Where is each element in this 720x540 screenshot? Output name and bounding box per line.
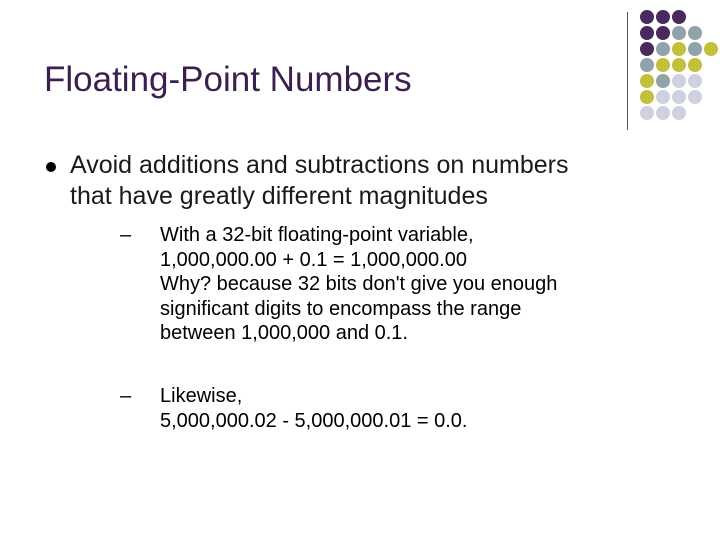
sub-bullet-line: With a 32-bit floating-point variable,: [160, 224, 474, 246]
decorative-dot: [656, 10, 670, 24]
dash-icon: –: [120, 385, 132, 407]
decorative-dot: [688, 90, 702, 104]
decorative-dot: [672, 74, 686, 88]
dash-icon: –: [120, 224, 132, 246]
decorative-dot: [640, 26, 654, 40]
decorative-dot: [704, 90, 718, 104]
decorative-dot: [672, 58, 686, 72]
sub-bullet-line: between 1,000,000 and 0.1.: [160, 322, 408, 344]
decorative-dot: [672, 26, 686, 40]
decorative-dot: [640, 42, 654, 56]
decorative-dot: [656, 26, 670, 40]
slide-title: Floating-Point Numbers: [44, 60, 412, 99]
decorative-dot: [704, 106, 718, 120]
decorative-dot: [688, 74, 702, 88]
main-bullet-text: [70, 150, 604, 212]
decorative-dot: [688, 26, 702, 40]
decorative-dot: [704, 10, 718, 24]
main-bullet-line: Avoid additions and subtractions on numbers: [70, 151, 569, 179]
decorative-dot: [656, 90, 670, 104]
sub-bullet-32bit: [120, 223, 690, 346]
decorative-dot: [640, 58, 654, 72]
decorative-dot: [640, 74, 654, 88]
sub-bullet-likewise: [120, 384, 690, 433]
decorative-dot: [688, 58, 702, 72]
decorative-dot: [656, 74, 670, 88]
bullet-dot-icon: [46, 162, 56, 172]
decorative-dot: [688, 10, 702, 24]
sub-bullet-line: 1,000,000.00 + 0.1 = 1,000,000.00: [160, 248, 467, 271]
decorative-dot: [656, 106, 670, 120]
sub-bullet-line: Why? because 32 bits don't give you enough: [160, 273, 558, 295]
title-divider: [627, 12, 628, 130]
sub-bullet-line: significant digits to encompass the range: [160, 297, 522, 320]
decorative-dot: [656, 42, 670, 56]
main-bullet: [44, 150, 604, 212]
decorative-dot: [688, 42, 702, 56]
decorative-dot: [672, 42, 686, 56]
decorative-dot: [640, 90, 654, 104]
main-bullet-line: that have greatly different magnitudes: [70, 182, 488, 210]
decorative-dot: [656, 58, 670, 72]
decorative-dot-grid: [640, 10, 719, 121]
decorative-dot: [640, 106, 654, 120]
decorative-dot: [704, 26, 718, 40]
decorative-dot: [640, 10, 654, 24]
decorative-dot: [688, 106, 702, 120]
decorative-dot: [672, 10, 686, 24]
decorative-dot: [704, 74, 718, 88]
decorative-dot: [672, 106, 686, 120]
decorative-dot: [672, 90, 686, 104]
decorative-dot: [704, 58, 718, 72]
sub-bullet-line: Likewise,: [160, 385, 243, 407]
sub-bullet-line: 5,000,000.02 - 5,000,000.01 = 0.0.: [160, 409, 468, 432]
decorative-dot: [704, 42, 718, 56]
